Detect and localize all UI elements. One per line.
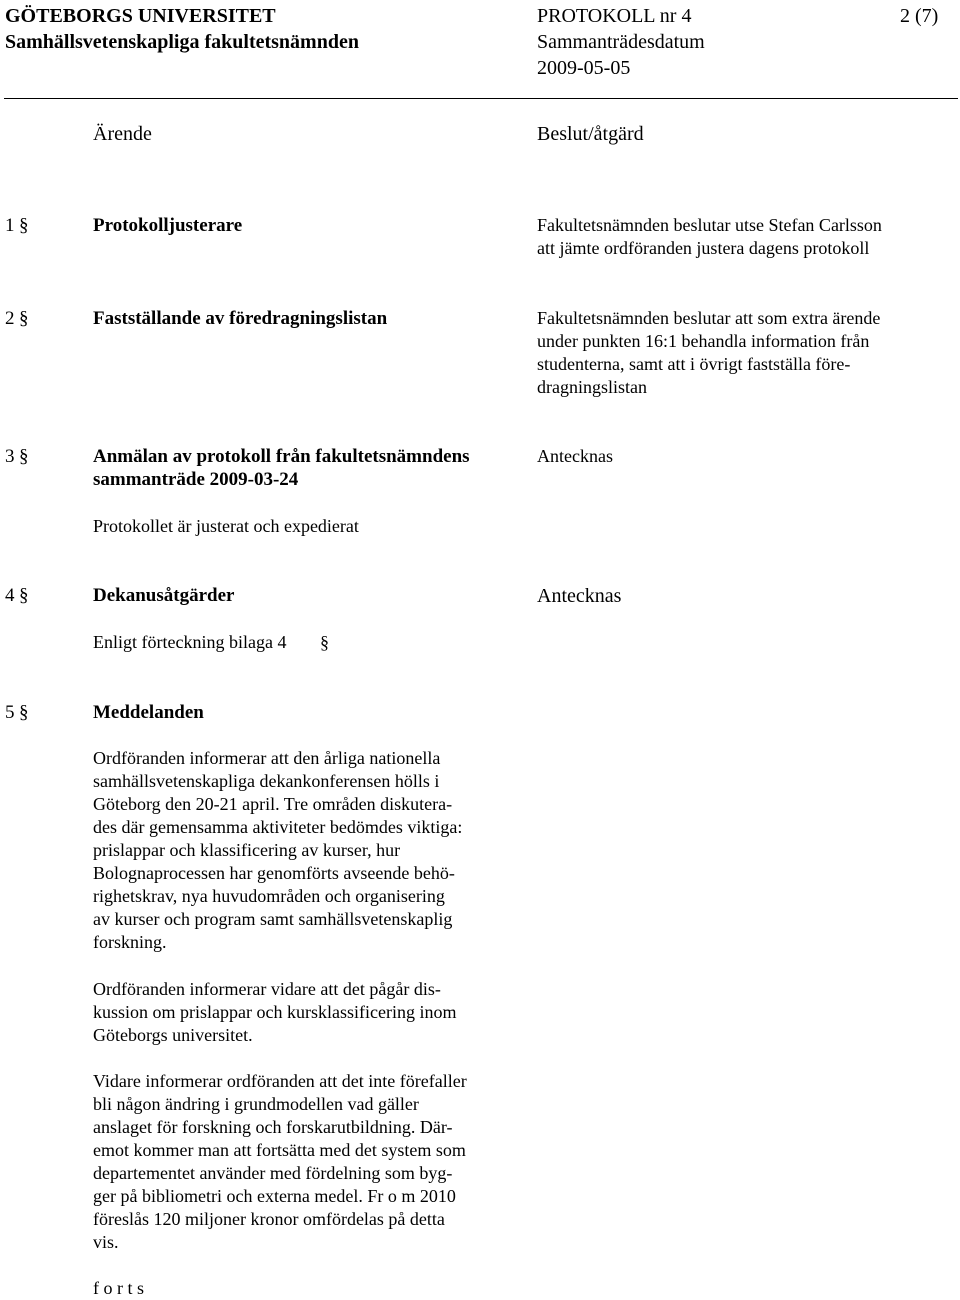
section-sign: § xyxy=(19,308,29,329)
paragraph-line: Ordföranden informerar vidare att det pågår dis- xyxy=(93,979,441,999)
paragraph-line: anslaget för forskning och forskarutbildning. Där- xyxy=(93,1117,453,1137)
decision-line: Fakultetsnämnden beslutar utse Stefan Carlsson xyxy=(537,215,882,235)
paragraph xyxy=(93,1070,553,1254)
decision-line: dragningslistan xyxy=(537,377,647,397)
paragraph-line: Ordföranden informerar att den årliga nationella xyxy=(93,748,441,768)
decision-line: studenterna, samt att i övrigt fastställa före- xyxy=(537,354,851,374)
header-divider xyxy=(4,98,958,99)
item-title: sammanträde 2009-03-24 xyxy=(93,469,299,490)
meeting-date: 2009-05-05 xyxy=(537,57,631,79)
paragraph-line: föreslås 120 miljoner kronor omfördelas på detta xyxy=(93,1209,445,1229)
paragraph-line: kussion om prislappar och kursklassificering inom xyxy=(93,1002,457,1022)
section-sign: § xyxy=(320,632,329,652)
section-sign: § xyxy=(19,215,29,236)
paragraph-line: Göteborgs universitet. xyxy=(93,1025,253,1045)
decision-line: att jämte ordföranden justera dagens protokoll xyxy=(537,238,870,258)
paragraph-line: Göteborg den 20-21 april. Tre områden diskutera- xyxy=(93,794,453,814)
continued-marker: f o r t s xyxy=(93,1278,144,1298)
paragraph xyxy=(93,978,553,1047)
item-title: Protokolljusterare xyxy=(93,215,243,236)
decision-text: Antecknas xyxy=(537,585,622,607)
paragraph-line: samhällsvetenskapliga dekankonferensen hölls i xyxy=(93,771,440,791)
column-heading-matter: Ärende xyxy=(93,123,152,145)
item-note: Protokollet är justerat och expedierat xyxy=(93,516,359,536)
item-number: 2 xyxy=(5,308,15,329)
item-number: 4 xyxy=(5,585,15,606)
section-sign: § xyxy=(19,446,29,467)
item-title: Fastställande av föredragningslistan xyxy=(93,308,388,329)
decision-text: Antecknas xyxy=(537,446,613,466)
paragraph-line: bli någon ändring i grundmodellen vad gäller xyxy=(93,1094,419,1114)
paragraph-line: forskning. xyxy=(93,932,167,952)
meeting-date-label: Sammanträdesdatum xyxy=(537,31,705,53)
paragraph-line: vis. xyxy=(93,1232,119,1252)
paragraph-line: prislappar och klassificering av kurser, hur xyxy=(93,840,401,860)
item-note: Enligt förteckning bilaga 4 xyxy=(93,632,287,652)
university-name: GÖTEBORGS UNIVERSITET xyxy=(5,5,276,27)
paragraph-line: emot kommer man att fortsätta med det system som xyxy=(93,1140,466,1160)
paragraph-line: departementet använder med fördelning som byg- xyxy=(93,1163,453,1183)
item-number: 3 xyxy=(5,446,15,467)
paragraph xyxy=(93,747,553,954)
paragraph-line: Bolognaprocessen har genomförts avseende behö- xyxy=(93,863,455,883)
section-sign: § xyxy=(19,702,29,723)
protocol-number: PROTOKOLL nr 4 xyxy=(537,5,692,27)
item-number: 5 xyxy=(5,702,15,723)
item-title: Anmälan av protokoll från fakultetsnämndens xyxy=(93,446,470,467)
item-title: Meddelanden xyxy=(93,702,204,723)
page-number: 2 (7) xyxy=(900,5,939,27)
paragraph-line: ger på bibliometri och externa medel. Fr o m 2010 xyxy=(93,1186,456,1206)
paragraph-line: des där gemensamma aktiviteter bedömdes viktiga: xyxy=(93,817,463,837)
decision-line: under punkten 16:1 behandla information från xyxy=(537,331,870,351)
paragraph-line: righetskrav, nya huvudområden och organisering xyxy=(93,886,445,906)
section-sign: § xyxy=(19,585,29,606)
item-title: Dekanusåtgärder xyxy=(93,585,235,606)
faculty-name: Samhällsvetenskapliga fakultetsnämnden xyxy=(5,31,359,53)
item-number: 1 xyxy=(5,215,15,236)
paragraph-line: Vidare informerar ordföranden att det inte förefaller xyxy=(93,1071,467,1091)
decision-line: Fakultetsnämnden beslutar att som extra ärende xyxy=(537,308,881,328)
column-heading-decision: Beslut/åtgärd xyxy=(537,123,644,145)
paragraph-line: av kurser och program samt samhällsvetenskaplig xyxy=(93,909,453,929)
